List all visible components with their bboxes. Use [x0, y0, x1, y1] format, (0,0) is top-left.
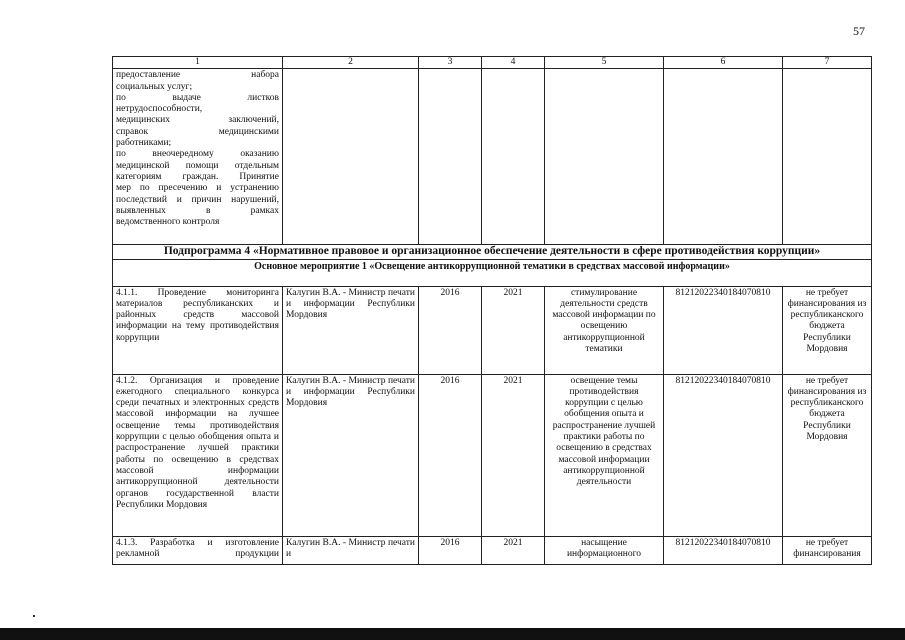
empty-cell — [482, 69, 545, 245]
funding-cell: не требует финансирования из республиканского бюджета Республики Мордовия — [783, 286, 872, 374]
empty-cell — [783, 69, 872, 245]
empty-cell — [664, 69, 783, 245]
subprogram-title: Подпрограмма 4 «Нормативное правовое и организационное обеспечение деятельности в сфере противодействия коррупции» — [113, 245, 872, 259]
expected-result-cell: насыщение информационного — [545, 536, 664, 564]
end-year-cell: 2021 — [482, 374, 545, 536]
executor-cell: Калугин В.А. - Министр печати и информации Республики Мордовия — [283, 286, 419, 374]
column-header: 4 — [482, 57, 545, 69]
budget-code-cell: 81212022340184070810 — [664, 286, 783, 374]
column-header: 3 — [419, 57, 482, 69]
column-header: 5 — [545, 57, 664, 69]
end-year-cell: 2021 — [482, 536, 545, 564]
scan-speck — [33, 615, 35, 617]
empty-cell — [283, 69, 419, 245]
subprogram-row — [113, 245, 872, 259]
column-header: 6 — [664, 57, 783, 69]
column-header: 2 — [283, 57, 419, 69]
table-row — [113, 374, 872, 536]
program-table — [112, 56, 872, 565]
event-description-cell: 4.1.1. Проведение мониторинга материалов республиканских и районных средств массовой информации на тему противодействия коррупции — [113, 286, 283, 374]
start-year-cell: 2016 — [419, 286, 482, 374]
table-row — [113, 286, 872, 374]
end-year-cell: 2021 — [482, 286, 545, 374]
event-description-cell: 4.1.2. Организация и проведение ежегодного специального конкурса среди печатных и электронных средств массовой информации на лучшее освещение темы противодействия коррупции с целью обобщения опыта и распространение лучшей практики работы по освещению в средствах массовой информации антикоррупционной деятельности органов государственной власти Республики Мордовия — [113, 374, 283, 536]
expected-result-cell: стимулирование деятельности средств массовой информации по освещению антикоррупционной тематики — [545, 286, 664, 374]
empty-cell — [545, 69, 664, 245]
funding-cell: не требует финансирования — [783, 536, 872, 564]
page-number: 57 — [853, 24, 865, 38]
column-number-row — [113, 57, 872, 69]
budget-code-cell: 81212022340184070810 — [664, 536, 783, 564]
scan-bottom-edge — [0, 628, 905, 640]
main-event-title: Основное мероприятие 1 «Освещение антикоррупционной тематики в средствах массовой информации» — [113, 259, 872, 286]
executor-cell: Калугин В.А. - Министр печати и информации Республики Мордовия — [283, 374, 419, 536]
expected-result-cell: освещение темы противодействия коррупции с целью обобщения опыта и распространение лучшей практики работы по освещению в средствах массовой информации антикоррупционной деятельности — [545, 374, 664, 536]
table-row — [113, 69, 872, 245]
budget-code-cell: 81212022340184070810 — [664, 374, 783, 536]
executor-cell: Калугин В.А. - Министр печати и — [283, 536, 419, 564]
funding-cell: не требует финансирования из республиканского бюджета Республики Мордовия — [783, 374, 872, 536]
start-year-cell: 2016 — [419, 374, 482, 536]
column-header: 1 — [113, 57, 283, 69]
start-year-cell: 2016 — [419, 536, 482, 564]
table-row — [113, 536, 872, 564]
main-event-row — [113, 259, 872, 286]
event-description-cell: 4.1.3. Разработка и изготовление рекламной продукции — [113, 536, 283, 564]
empty-cell — [419, 69, 482, 245]
event-description-cell: предоставление набора социальных услуг; по выдаче листков нетрудоспособности, медицинских заключений, справок медицинскими работниками; по внеочередному оказанию медицинской помощи отдельным категориям граждан. Принятие мер по пресечению и устранению последствий и причин нарушений, выявленных в рамках ведомственного контроля — [113, 69, 283, 245]
column-header: 7 — [783, 57, 872, 69]
